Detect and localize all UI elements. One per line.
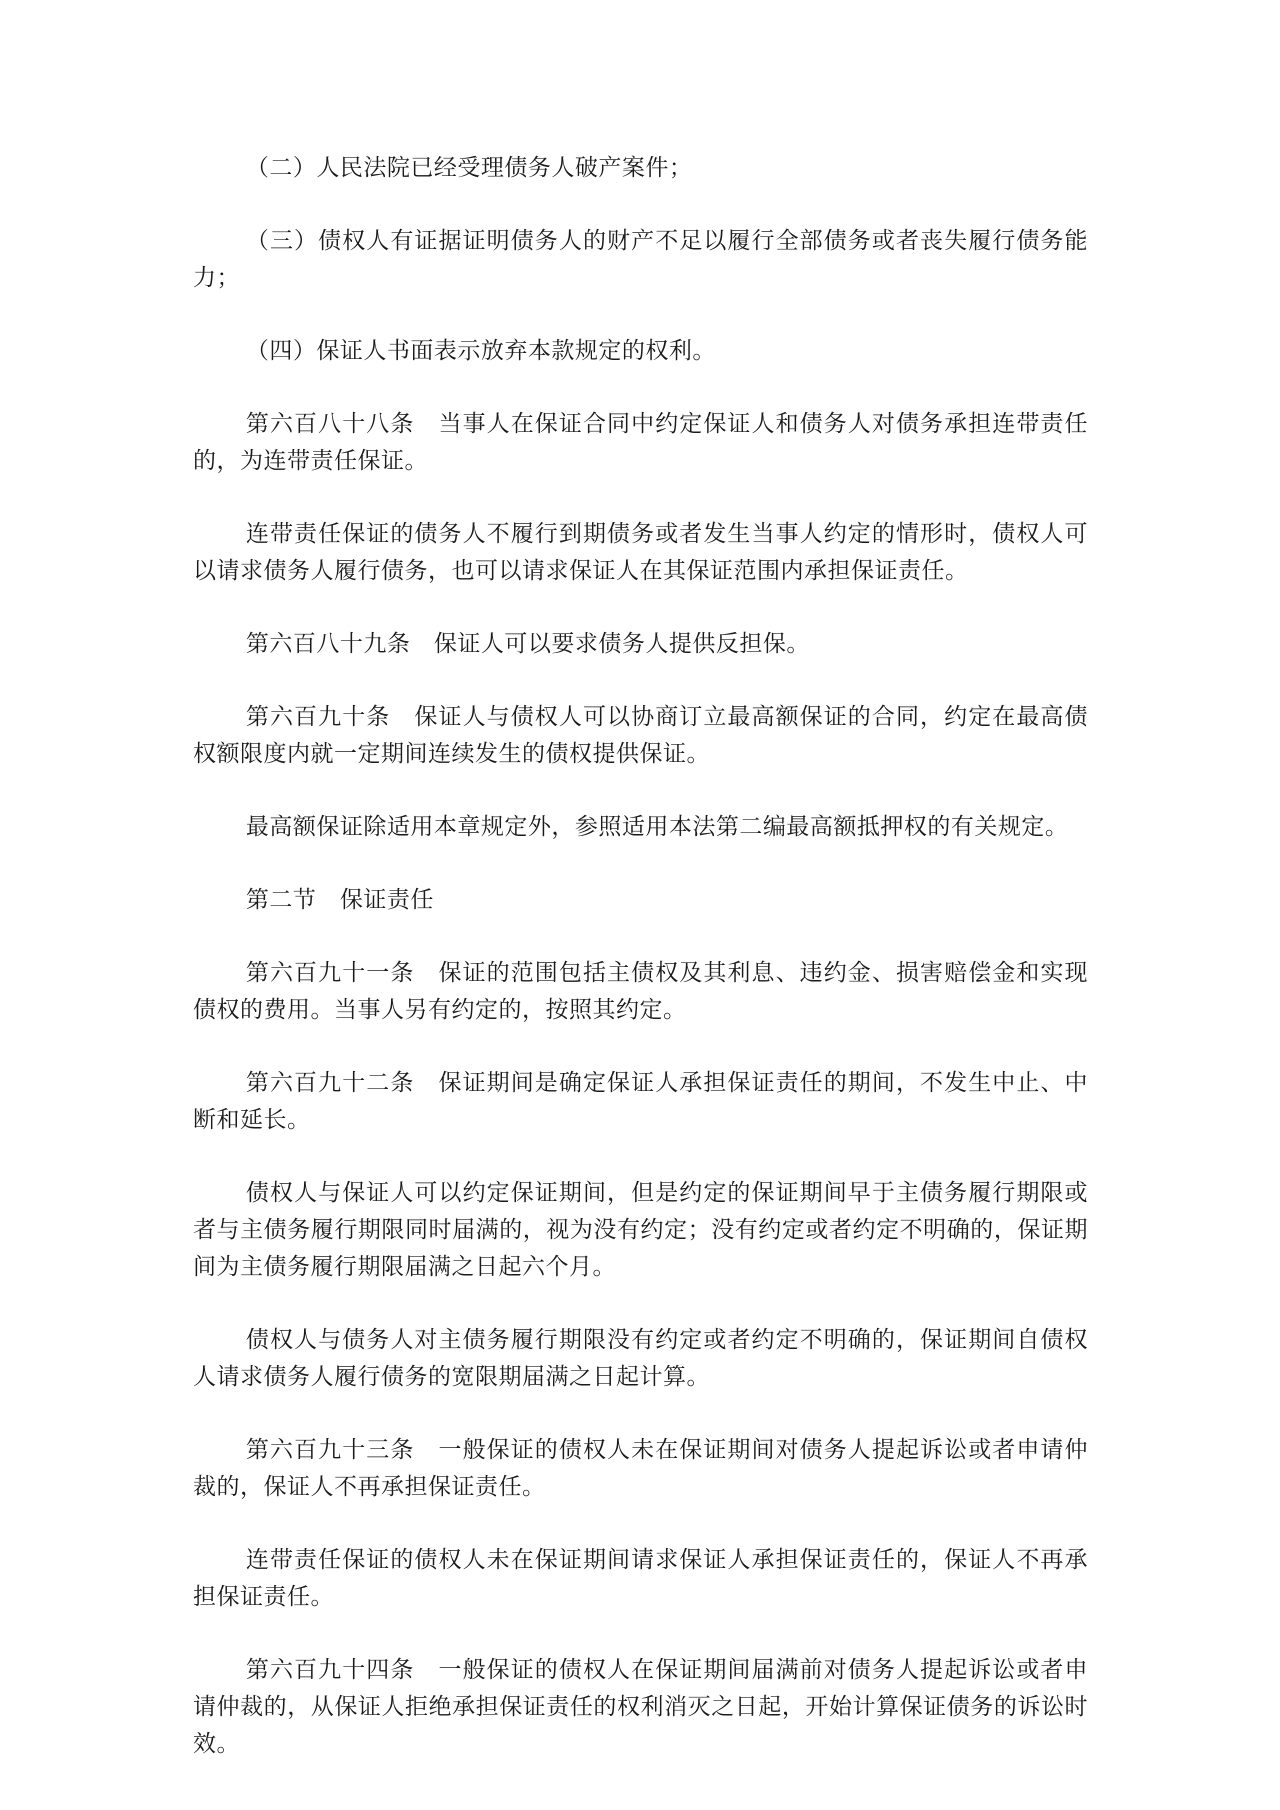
paragraph-item-3: （三）债权人有证据证明债务人的财产不足以履行全部债务或者丧失履行债务能力； [193,228,1088,291]
article-690-paragraph-2: 最高额保证除适用本章规定外，参照适用本法第二编最高额抵押权的有关规定。 [245,814,1069,840]
article-691: 第六百九十一条 保证的范围包括主债权及其利息、违约金、损害赔偿金和实现债权的费用。当事人另有约定的，按照其约定。 [193,960,1088,1023]
article-688: 第六百八十八条 当事人在保证合同中约定保证人和债务人对债务承担连带责任的，为连带责任保证。 [193,411,1088,474]
article-694: 第六百九十四条 一般保证的债权人在保证期间届满前对债务人提起诉讼或者申请仲裁的，从保证人拒绝承担保证责任的权利消灭之日起，开始计算保证债务的诉讼时效。 [193,1657,1088,1757]
document-body [193,150,1088,1799]
article-692-paragraph-2: 债权人与保证人可以约定保证期间，但是约定的保证期间早于主债务履行期限或者与主债务履行期限同时届满的，视为没有约定；没有约定或者约定不明确的，保证期间为主债务履行期限届满之日起六个月。 [193,1180,1088,1280]
paragraph-item-4: （四）保证人书面表示放弃本款规定的权利。 [245,338,716,364]
article-689: 第六百八十九条 保证人可以要求债务人提供反担保。 [245,631,810,657]
article-692-paragraph-3: 债权人与债务人对主债务履行期限没有约定或者约定不明确的，保证期间自债权人请求债务人履行债务的宽限期届满之日起计算。 [193,1327,1088,1390]
article-693-paragraph-2: 连带责任保证的债权人未在保证期间请求保证人承担保证责任的，保证人不再承担保证责任。 [193,1547,1088,1610]
article-690: 第六百九十条 保证人与债权人可以协商订立最高额保证的合同，约定在最高债权额限度内就一定期间连续发生的债权提供保证。 [193,704,1088,767]
paragraph-item-2: （二）人民法院已经受理债务人破产案件； [245,155,693,181]
section-heading: 第二节 保证责任 [245,887,434,913]
article-693: 第六百九十三条 一般保证的债权人未在保证期间对债务人提起诉讼或者申请仲裁的，保证人不再承担保证责任。 [193,1437,1088,1500]
article-692: 第六百九十二条 保证期间是确定保证人承担保证责任的期间，不发生中止、中断和延长。 [193,1070,1088,1133]
article-688-paragraph-2: 连带责任保证的债务人不履行到期债务或者发生当事人约定的情形时，债权人可以请求债务人履行债务，也可以请求保证人在其保证范围内承担保证责任。 [193,521,1088,584]
